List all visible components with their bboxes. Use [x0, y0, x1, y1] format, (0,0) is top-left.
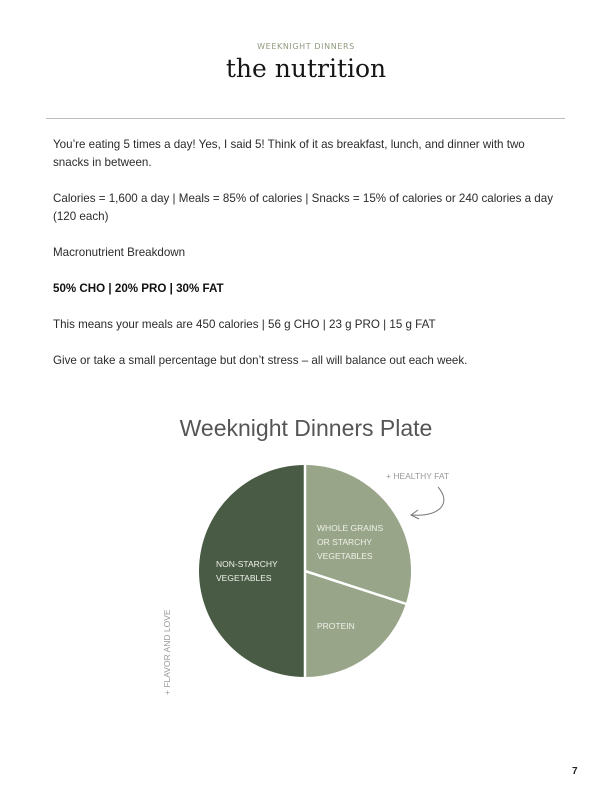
label-grains-1: WHOLE GRAINS — [317, 523, 384, 533]
label-protein: PROTEIN — [317, 621, 355, 631]
label-grains-3: VEGETABLES — [317, 551, 373, 561]
header-divider — [46, 118, 565, 119]
macro-heading: Macronutrient Breakdown — [53, 246, 186, 259]
arrowhead-icon — [411, 510, 419, 519]
balance-note: Give or take a small percentage but don’t stress – all will balance out each week. — [53, 354, 468, 367]
meal-targets-paragraph: This means your meals are 450 calories | 56 g CHO | 23 g PRO | 15 g FAT — [53, 318, 436, 331]
healthy-fat-note: + HEALTHY FAT — [386, 471, 450, 481]
flavor-note: + FLAVOR AND LOVE — [162, 609, 172, 695]
label-grains-2: OR STARCHY — [317, 537, 373, 547]
pie-slice-non-starchy — [199, 465, 305, 677]
calories-paragraph: Calories = 1,600 a day | Meals = 85% of calories | Snacks = 15% of calories or 240 calories a day (120 each) — [53, 192, 553, 223]
label-non-starchy-1: NON-STARCHY — [216, 559, 278, 569]
section-eyebrow: WEEKNIGHT DINNERS — [257, 42, 355, 51]
plate-title: Weeknight Dinners Plate — [179, 415, 433, 441]
dinner-plate-graphic — [0, 395, 612, 725]
page-number: 7 — [572, 766, 578, 777]
label-non-starchy-2: VEGETABLES — [216, 573, 272, 583]
macro-breakdown: 50% CHO | 20% PRO | 30% FAT — [53, 282, 224, 295]
intro-paragraph: You’re eating 5 times a day! Yes, I said 5! Think of it as breakfast, lunch, and dinner with two snacks in between. — [53, 138, 525, 169]
page-title: the nutrition — [225, 54, 387, 83]
